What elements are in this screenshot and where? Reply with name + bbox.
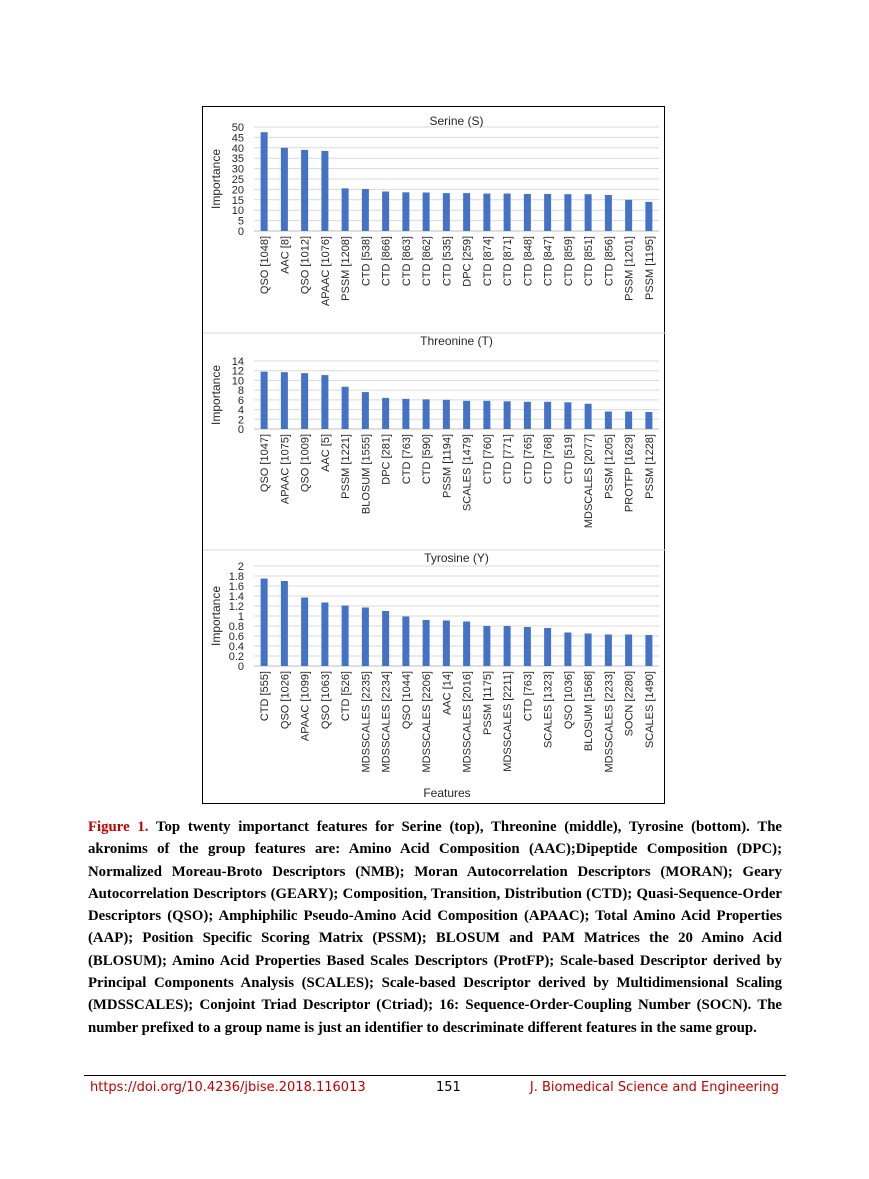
- x-tick-label: CTD [847]: [542, 236, 555, 287]
- x-tick-label: MDSCALES [2077]: [583, 434, 596, 529]
- bar: [625, 635, 632, 667]
- bar: [301, 150, 308, 231]
- bar: [564, 194, 571, 231]
- y-tick-label: 0: [237, 424, 244, 436]
- bar: [463, 193, 470, 231]
- y-tick-label: 0: [237, 226, 244, 238]
- chart-title: Threonine (T): [420, 334, 493, 348]
- bar: [281, 581, 288, 666]
- bar: [362, 189, 369, 231]
- bar: [443, 621, 450, 667]
- bar: [645, 202, 652, 231]
- bar: [483, 626, 490, 666]
- y-tick-label: 0: [237, 661, 244, 673]
- x-tick-label: CTD [526]: [340, 671, 353, 722]
- bar: [301, 373, 308, 429]
- bar: [544, 194, 551, 231]
- x-tick-label: BLOSUM [1555]: [360, 434, 373, 515]
- x-tick-label: MDSSCALES [2234]: [380, 671, 393, 773]
- footer-page-number: 151: [436, 1080, 461, 1095]
- bar: [524, 402, 531, 429]
- chart-title: Serine (S): [429, 114, 484, 128]
- bar: [564, 402, 571, 429]
- bar: [524, 627, 531, 666]
- bar: [423, 193, 430, 231]
- bar: [301, 598, 308, 667]
- footer-divider: [84, 1075, 786, 1076]
- x-tick-label: QSO [1048]: [259, 236, 272, 295]
- bar: [625, 412, 632, 429]
- bar: [504, 626, 511, 666]
- x-tick-label: CTD [555]: [259, 671, 272, 722]
- x-tick-label: QSO [1012]: [299, 236, 312, 295]
- x-tick-label: CTD [763]: [522, 671, 535, 722]
- x-tick-label: CTD [859]: [562, 236, 575, 287]
- y-tick-label: 0.4: [228, 641, 244, 653]
- x-tick-label: PSSM [1205]: [603, 434, 616, 499]
- x-tick-label: MDSSCALES [2206]: [421, 671, 434, 773]
- y-tick-label: 45: [231, 132, 244, 145]
- y-tick-label: 0.8: [228, 621, 244, 633]
- x-tick-label: SOCN [2280]: [623, 671, 636, 737]
- bar: [342, 387, 349, 429]
- bar: [443, 400, 450, 429]
- x-tick-label: CTD [862]: [421, 236, 434, 287]
- y-tick-label: 0.2: [228, 651, 244, 663]
- x-tick-label: SCALES [1490]: [643, 671, 656, 749]
- x-tick-label: QSO [1026]: [279, 671, 292, 730]
- bar: [362, 608, 369, 667]
- y-tick-label: 14: [231, 356, 244, 368]
- bar-charts: [203, 107, 666, 805]
- bar: [483, 401, 490, 429]
- x-tick-label: SCALES [1323]: [542, 671, 555, 749]
- figure-panel: [202, 106, 665, 804]
- y-tick-label: 1.2: [228, 601, 244, 613]
- x-tick-label: PSSM [1228]: [643, 434, 656, 499]
- bar: [321, 151, 328, 231]
- bar: [402, 192, 409, 231]
- x-tick-label: CTD [519]: [562, 434, 575, 485]
- x-axis-title: Features: [423, 786, 471, 800]
- bar: [342, 188, 349, 231]
- x-tick-label: CTD [760]: [481, 434, 494, 485]
- footer-doi-link[interactable]: https://doi.org/10.4236/jbise.2018.116013: [90, 1080, 366, 1095]
- y-tick-label: 12: [231, 365, 244, 378]
- x-tick-label: PSSM [1194]: [441, 434, 454, 498]
- x-tick-label: QSO [1009]: [299, 434, 312, 493]
- x-tick-label: CTD [538]: [360, 236, 373, 287]
- y-tick-label: 5: [237, 215, 244, 228]
- bar: [321, 375, 328, 429]
- bar: [423, 620, 430, 666]
- bar: [605, 195, 612, 231]
- bar: [585, 194, 592, 231]
- bar: [544, 402, 551, 429]
- x-tick-label: QSO [1036]: [562, 671, 575, 730]
- y-tick-label: 10: [231, 375, 244, 388]
- bar: [524, 194, 531, 231]
- x-tick-label: MDSSCALES [2016]: [461, 671, 474, 773]
- y-tick-label: 2: [237, 561, 244, 573]
- bar: [362, 392, 369, 429]
- x-tick-label: CTD [848]: [522, 236, 535, 287]
- bar: [402, 399, 409, 429]
- bar: [585, 404, 592, 429]
- y-tick-label: 4: [237, 404, 244, 417]
- x-tick-label: CTD [871]: [502, 236, 515, 287]
- x-tick-label: CTD [763]: [400, 434, 413, 485]
- x-tick-label: BLOSUM [1568]: [583, 671, 596, 752]
- bar: [423, 399, 430, 429]
- y-tick-label: 1.4: [228, 591, 244, 603]
- bar: [645, 635, 652, 666]
- bar: [261, 372, 268, 429]
- x-tick-label: CTD [768]: [542, 434, 555, 485]
- bar: [382, 191, 389, 231]
- x-tick-label: PSSM [1221]: [340, 434, 353, 499]
- x-tick-label: CTD [590]: [421, 434, 434, 485]
- y-tick-label: 30: [231, 163, 244, 176]
- chart-title: Tyrosine (Y): [424, 551, 489, 565]
- x-tick-label: QSO [1044]: [400, 671, 413, 730]
- y-tick-label: 2: [237, 414, 244, 427]
- x-tick-label: APAAC [1099]: [299, 671, 312, 742]
- y-tick-label: 1.8: [228, 571, 244, 583]
- bar: [443, 193, 450, 231]
- bar: [402, 617, 409, 667]
- x-tick-label: APAAC [1076]: [319, 236, 332, 307]
- x-tick-label: AAC [14]: [441, 671, 454, 716]
- x-tick-label: QSO [1063]: [319, 671, 332, 730]
- x-tick-label: MDSSCALES [2211]: [502, 671, 515, 772]
- bar: [382, 611, 389, 666]
- x-tick-label: CTD [863]: [400, 236, 413, 287]
- bar: [342, 606, 349, 667]
- x-tick-label: SCALES [1479]: [461, 434, 474, 512]
- x-tick-label: PSSM [1201]: [623, 236, 636, 301]
- x-tick-label: CTD [765]: [522, 434, 535, 485]
- bar: [504, 401, 511, 429]
- y-tick-label: 15: [231, 194, 244, 207]
- y-tick-label: 8: [237, 385, 244, 398]
- x-tick-label: CTD [856]: [603, 236, 616, 287]
- x-tick-label: QSO [1047]: [259, 434, 272, 493]
- x-tick-label: DPC [259]: [461, 236, 474, 287]
- y-tick-label: 1: [237, 611, 244, 623]
- y-tick-label: 25: [231, 174, 244, 186]
- x-tick-label: DPC [281]: [380, 434, 393, 485]
- bar: [504, 194, 511, 231]
- y-axis-title: Importance: [209, 364, 223, 426]
- x-tick-label: CTD [866]: [380, 236, 393, 287]
- bar: [645, 412, 652, 429]
- x-tick-label: CTD [535]: [441, 236, 454, 287]
- y-tick-label: 35: [231, 153, 244, 166]
- y-tick-label: 1.6: [228, 581, 244, 593]
- bar: [483, 194, 490, 231]
- x-tick-label: APAAC [1075]: [279, 434, 292, 505]
- x-tick-label: PSSM [1175]: [481, 671, 494, 735]
- x-tick-label: CTD [771]: [502, 434, 515, 485]
- x-tick-label: PSSM [1195]: [643, 236, 656, 300]
- bar: [625, 200, 632, 231]
- bar: [564, 633, 571, 667]
- bar: [281, 372, 288, 429]
- bar: [585, 634, 592, 667]
- x-tick-label: CTD [851]: [583, 236, 596, 287]
- bar: [463, 401, 470, 429]
- x-tick-label: AAC [5]: [319, 434, 332, 472]
- x-tick-label: MDSSCALES [2233]: [603, 671, 616, 773]
- y-tick-label: 10: [231, 205, 244, 218]
- bar: [605, 635, 612, 667]
- bar: [261, 132, 268, 231]
- y-tick-label: 40: [231, 142, 244, 155]
- x-tick-label: PSSM [1208]: [340, 236, 353, 301]
- caption-text: Top twenty importanct features for Serine (top), Threonine (middle), Tyrosine (bottom). The akronims of the group features are: Amino Acid Composition (AAC);Dipeptide Composition (DPC); Normalized Moreau-Broto Descriptors (NMB); Moran Autocorrelation Descriptors (MORAN); Geary Autocorrelation Descriptors (GEARY); Composition, Transition, Distribution (CTD); Quasi-Sequence-Order Descriptors (QSO); Amphiphilic Pseudo-Amino Acid Composition (APAAC); Total Amino Acid Properties (AAP); Position Specific Scoring Matrix (PSSM); BLOSUM and PAM Matrices the 20 Amino Acid (BLOSUM); Amino Acid Properties Based Scales Descriptors (ProtFP); Scale-based Descriptor derived by Principal Components Analysis (SCALES); Scale-based Descriptor derived by Multidimensional Scaling (MDSSCALES); Conjoint Triad Descriptor (Ctriad); 16: Sequence-Order-Coupling Number (SOCN). The number prefixed to a group name is just an identifier to descriminate different features in the same group.: [88, 819, 783, 1036]
- bar: [544, 628, 551, 666]
- footer-journal-name: J. Biomedical Science and Engineering: [529, 1080, 779, 1095]
- x-tick-label: MDSSCALES [2235]: [360, 671, 373, 773]
- bar: [281, 148, 288, 231]
- bar: [605, 412, 612, 429]
- y-tick-label: 20: [231, 184, 244, 197]
- x-tick-label: AAC [8]: [279, 236, 292, 274]
- x-tick-label: PROTFP [1629]: [623, 434, 636, 513]
- figure-caption: [88, 816, 782, 1039]
- bar: [463, 622, 470, 667]
- y-axis-title: Importance: [209, 585, 223, 647]
- caption-label: Figure 1.: [88, 819, 149, 835]
- bar: [382, 398, 389, 429]
- y-tick-label: 6: [237, 394, 244, 407]
- y-axis-title: Importance: [209, 148, 223, 210]
- x-tick-label: CTD [874]: [481, 236, 494, 287]
- y-tick-label: 50: [231, 122, 244, 134]
- y-tick-label: 0.6: [228, 631, 244, 643]
- bar: [321, 603, 328, 667]
- bar: [261, 579, 268, 667]
